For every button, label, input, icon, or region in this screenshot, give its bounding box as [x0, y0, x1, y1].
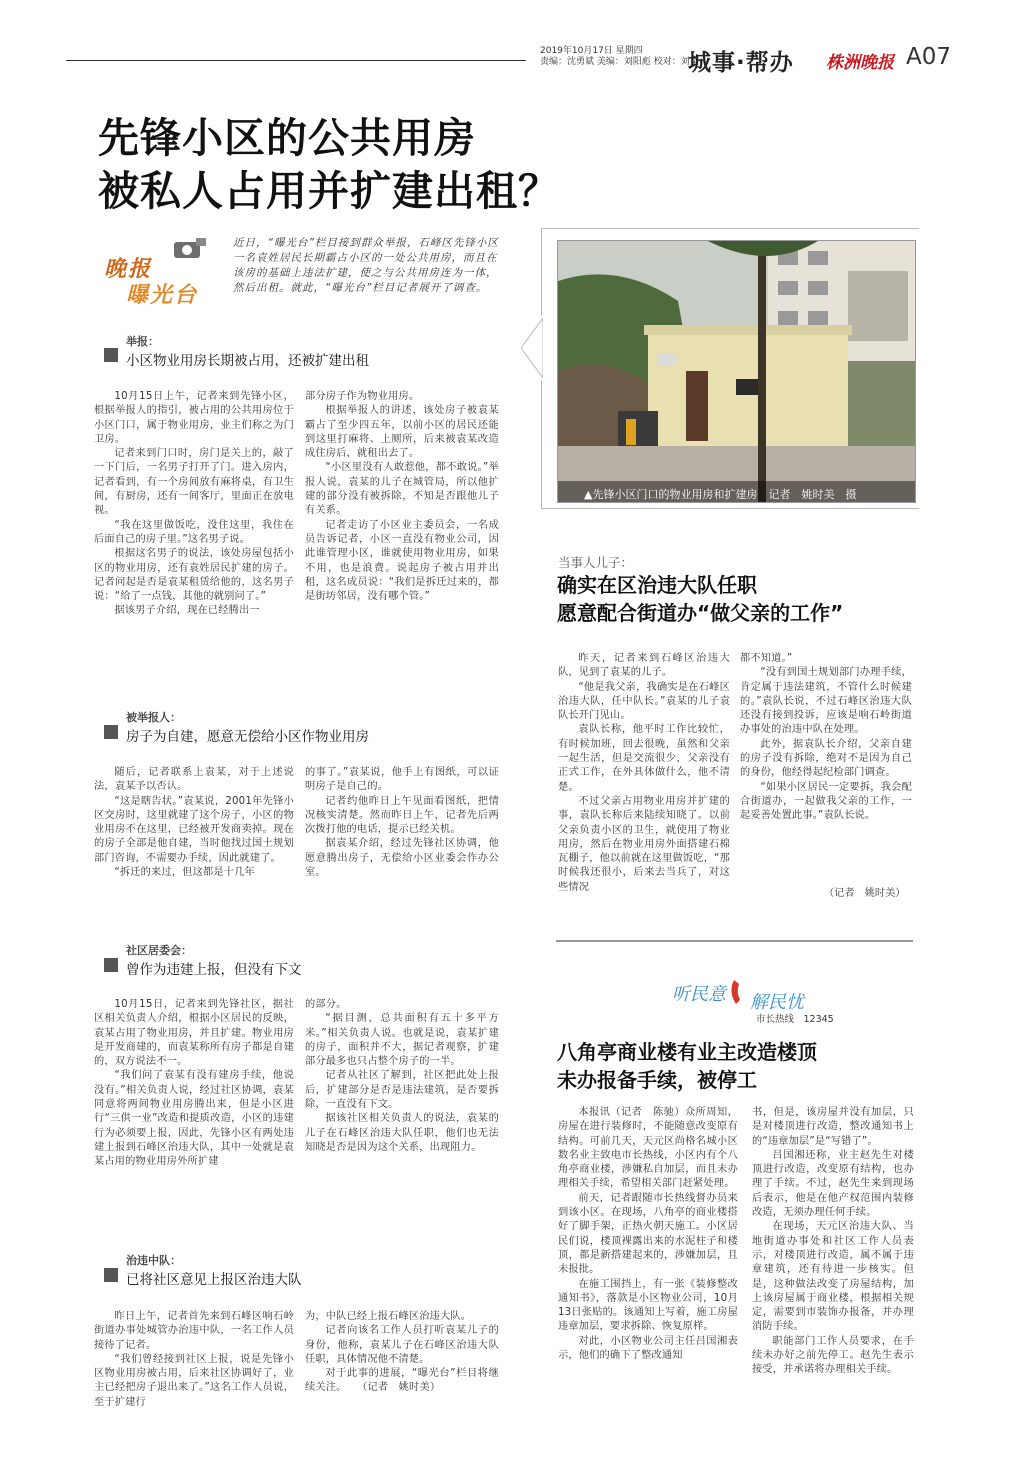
- section3-marker: [104, 958, 118, 972]
- paragraph: 根据这名男子的说法，该处房屋包括小区的物业用房，还有袁姓居民扩建的房子。记者问起是否是袁某租赁给他的，这名男子说：“给了一点钱，其他的就别问了。”: [94, 548, 294, 603]
- photo-frame-left: [541, 228, 542, 316]
- paragraph: 部分房子作为物业用房。: [305, 391, 420, 402]
- paragraph: “没有到国土规划部门办理手续，肯定属于违法建筑，不管什么时候建的。”袁队长说，不过石峰区治违大队还没有接到投诉，应该是响石岭街道办事处的治违中队在处理。: [740, 667, 912, 736]
- editor-credits: 责编：沈勇斌 美编：刘阳彪 校对：刘星: [540, 57, 699, 67]
- hotline-logo-line2: 解民忧: [750, 992, 804, 1013]
- section4-title: 已将社区意见上报区治违大队: [126, 1272, 302, 1288]
- paragraph: 都不知道。”: [740, 653, 793, 664]
- story2-byline: （记者 姚时美）: [824, 888, 906, 899]
- paragraph: 10月15日，记者来到先锋社区，据社区相关负责人介绍，根据小区居民的反映，袁某占用了物业用房，并且扩建。物业用房是开发商建的，而袁某称所有房子都是自建的，双方说法不一。: [94, 999, 294, 1068]
- section1-col1: [94, 390, 294, 619]
- paragraph: 根据举报人的讲述，该处房子被袁某霸占了至少四五年，以前小区的居民还能到这里打麻将、上厕所，后来被袁某改造成住房后，就租出去了。: [305, 405, 499, 460]
- paragraph: 的部分。: [305, 999, 347, 1010]
- section4-col2: [305, 1310, 499, 1396]
- photo-pointer: [521, 318, 543, 378]
- paragraph: 据该男子介绍，现在已经腾出一: [114, 605, 260, 617]
- photo-frame-bottom: [541, 508, 919, 509]
- story3-col1: [558, 1106, 738, 1363]
- photo-frame-top: [541, 228, 919, 229]
- paragraph: 据该社区相关负责人的说法，袁某的儿子在石峰区治违大队任职，他们也无法知晓是否是因为这个关系，出现阻力。: [305, 1113, 499, 1153]
- story2-col1: [558, 652, 730, 895]
- paragraph: “他是我父亲，我确实是在石峰区治违大队，任中队长。”袁某的儿子袁队长开门见山。: [558, 681, 730, 722]
- paragraph: 不过父亲占用物业用房并扩建的事，袁队长称后来陆续知晓了。以前父亲负责小区的卫生，就使用了物业用房，然后在物业用房外面搭建石棉瓦棚子，他以前就在这里做饭吃，“那时候我还很小，后来去当兵了，对这些情况: [558, 795, 730, 893]
- paragraph: 职能部门工作人员要求，在手续未办好之前先停工。赵先生表示接受，并承诺将办理相关手续。: [752, 1335, 914, 1376]
- story3-title-line1: 八角亭商业楼有业主改造楼顶: [557, 1040, 817, 1064]
- section2-col1: [94, 766, 294, 880]
- section2-col2: [305, 766, 499, 880]
- section3-col1: [94, 998, 294, 1170]
- paragraph: 的事了。”袁某说，他手上有图纸，可以证明房子是自己的。: [305, 767, 499, 793]
- paragraph: “我们曾经接到社区上报，说是先锋小区物业用房被占用，后来社区协调好了，业主已经把房子退出来了。”这名工作人员说，至于扩建行: [94, 1353, 294, 1408]
- exposure-column-logo: [100, 232, 228, 310]
- section4-marker: [104, 1268, 118, 1282]
- hotline-logo-line1: 听民意: [672, 984, 726, 1005]
- paragraph: 记者从社区了解到，社区把此处上报后，扩建部分是否是违法建筑，是否要拆除，一直没有下文。: [305, 1070, 499, 1111]
- story2-title-line2: 愿意配合街道办“做父亲的工作”: [557, 601, 844, 625]
- phone-icon: [728, 978, 750, 1008]
- paragraph: 随后，记者联系上袁某，对于上述说法，袁某予以否认。: [94, 767, 294, 793]
- section1-marker: [104, 348, 118, 362]
- paragraph: “据目测，总共面积有五十多平方米。”相关负责人说。也就是说，袁某扩建的房子，面积并不大，据记者观察，扩建部分最多也只占整个房子的一半。: [305, 1013, 499, 1068]
- paragraph: 对此，小区物业公司主任吕国湘表示，他们的确下了整改通知: [558, 1335, 738, 1362]
- paragraph: “我在这里做饭吃，没住这里，我住在后面自己的房子里。”这名男子说。: [94, 519, 294, 545]
- story2-title: [557, 571, 843, 627]
- paragraph: 记者向该名工作人员打听袁某儿子的身份，他称，袁某儿子在石峰区治违大队任职，具体情况他不清楚。: [305, 1325, 499, 1365]
- section2-marker: [104, 725, 118, 739]
- headline-line2: 被私人占用并扩建出租？: [98, 167, 560, 215]
- paragraph: 记者约他昨日上午见面看图纸，把情况核实清楚。然而昨日上午，记者先后两次拨打他的电话，提示已经关机。: [305, 795, 499, 836]
- camera-icon: [170, 234, 210, 264]
- page-number: A07: [906, 44, 952, 70]
- paragraph: 本报讯（记者 陈驰）众所周知，房屋在进行装修时，不能随意改变原有结构。可前几天，天元区尚格名城小区数名业主致电市长热线，小区内有个八角亭商业楼，涉嫌私自加层，而且未办理相关手续，希望相关部门赶紧处理。: [558, 1107, 738, 1190]
- logo-line1: 晚报: [104, 257, 153, 282]
- paragraph: 前天，记者跟随市长热线督办员来到该小区。在现场，八角亭的商业楼搭好了脚手架，正热火朝天施工。小区居民们说，楼顶裸露出来的水泥柱子和楼顶，都是新搭建起来的，涉嫌加层，且未报批。: [558, 1192, 738, 1276]
- section1-label: 举报：: [126, 335, 159, 348]
- section2-label: 被举报人：: [126, 711, 181, 724]
- story3-title: [557, 1038, 817, 1094]
- paragraph: 在施工围挡上，有一张《装修整改通知书》，落款是小区物业公司，10月13日张贴的。该通知上写着，施工房屋违章加层，要求拆除、恢复原样。: [558, 1278, 738, 1333]
- paragraph: 10月15日上午，记者来到先锋小区，根据举报人的指引，被占用的公共用房位于小区门口，属于物业用房，业主们称之为门卫房。: [94, 391, 294, 445]
- photo-caption: ▲先锋小区门口的物业用房和扩建房 记者 姚时美 摄: [584, 488, 857, 501]
- paragraph: 对于此事的进展，“曝光台”栏目将继续关注。 （记者 姚时美）: [305, 1368, 499, 1394]
- paragraph: 记者来到门口时，房门是关上的，敲了一下门后，一名男子打开了门。进入房内，记者看到，有一个房间放有麻将桌，有卫生间，有厨房，还有一间客厅，里面正在放电视。: [94, 448, 294, 517]
- section-name: 城事·帮办: [688, 50, 794, 76]
- section4-col1: [94, 1310, 294, 1410]
- paragraph: “小区里没有人敢惹他，都不敢说。”举报人说，袁某的儿子在城管局，所以他扩建的部分没有被拆除，不知是否跟他儿子有关系。: [305, 462, 499, 517]
- section3-label: 社区居委会：: [126, 944, 192, 957]
- paragraph: 记者走访了小区业主委员会，一名成员告诉记者，小区一直没有物业公司，因此谁管理小区，谁就使用物业用房，如果不用，也是浪费。说起房子被占用并出租，这名成员说：“我们是拆迁过来的，都是街坊邻居，没有哪个管。”: [305, 519, 499, 603]
- paragraph: 在现场，天元区治违大队、当地街道办事处和社区工作人员表示，对楼顶进行改造，属不属于违章建筑，还有待进一步核实。但是，这种做法改变了房屋结构，加上该房屋属于商业楼，根据相关规定，需要到市装饰办报备，并办理消防手续。: [752, 1221, 914, 1333]
- hotline-number: 市长热线 12345: [756, 1014, 834, 1025]
- story3-col2: [752, 1106, 914, 1378]
- paragraph: 吕国湘还称，业主赵先生对楼顶进行改造，改变原有结构，也办理了手续。不过，赵先生来到现场后表示，他是在他产权范围内装修改造，无须办理任何手续。: [752, 1149, 914, 1219]
- paragraph: 昨日上午，记者首先来到石峰区响石岭街道办事处城管办治违中队，一名工作人员接待了记者。: [94, 1311, 294, 1351]
- story2-col2: [740, 652, 912, 824]
- paragraph: 据袁某介绍，经过先锋社区协调，他愿意腾出房子，无偿给小区业委会作办公室。: [305, 838, 499, 879]
- paragraph: “这是瞎告状。”袁某说，2001年先锋小区交房时，这里就建了这个房子，小区的物业用房不在这里，已经被开发商卖掉。现在的房子全部是他自建，当时他找过国土规划部门咨询，不需要办手续，因此就建了。: [94, 795, 294, 864]
- paragraph: 此外，据袁队长介绍，父亲自建的房子没有拆除，绝对不是因为自己的身份，他经得起纪检部门调查。: [740, 738, 912, 779]
- paragraph: “拆迁的来过，但这都是十几年: [114, 867, 255, 879]
- paragraph: “我们问了袁某有没有建房手续，他说没有。”相关负责人说，经过社区协调，袁某同意将两间物业用房腾出来，但是小区进行“三供一业”改造和提质改造，小区的违建行为必须要上报，因此，先锋小区有两处违建上报到石峰区治违大队，其中一处就是袁某占用的物业用房外所扩建: [94, 1070, 294, 1168]
- section3-title: 曾作为违建上报，但没有下文: [126, 962, 302, 978]
- paragraph: 袁队长称，他平时工作比较忙，有时候加班，回去很晚，虽然和父亲一起生活，但是交流很少，父亲没有正式工作，在外具体做什么，他不清楚。: [558, 724, 730, 793]
- section1-col2: [305, 390, 499, 604]
- news-photo: [557, 240, 916, 503]
- logo-line2: 曝光台: [126, 283, 199, 308]
- section2-title: 房子为自建，愿意无偿给小区作物业用房: [126, 729, 369, 745]
- paragraph: 为，中队已经上报石峰区治违大队。: [305, 1311, 472, 1322]
- story2-title-line1: 确实在区治违大队任职: [557, 573, 757, 597]
- header-meta: [540, 46, 699, 68]
- main-headline: [98, 112, 560, 218]
- paragraph: “如果小区居民一定要拆，我会配合街道办，一起做我父亲的工作，一起妥善处置此事。”袁队长说。: [740, 781, 912, 822]
- intro-paragraph: 近日，“曝光台”栏目接到群众举报，石峰区先锋小区一名袁姓居民长期霸占小区的一处公共用房，而且在该房的基础上违法扩建，使之与公共用房连为一体，然后出租。就此，“曝光台”栏目记者展开了调查。: [233, 237, 499, 294]
- section3-col2: [305, 998, 499, 1155]
- story-divider: [556, 940, 913, 942]
- header-rule: [66, 60, 526, 61]
- newspaper-logo: 株洲晚报: [826, 53, 894, 73]
- paragraph: 昨天，记者来到石峰区治违大队，见到了袁某的儿子。: [558, 653, 730, 679]
- story2-label: 当事人儿子：: [558, 555, 634, 570]
- building-photo-illustration: [558, 241, 916, 503]
- section4-label: 治违中队：: [126, 1254, 181, 1267]
- paragraph: 书，但是，该房屋并没有加层，只是对楼顶进行改造，整改通知书上的“违章加层”是“写错了”。: [752, 1107, 914, 1147]
- headline-line1: 先锋小区的公共用房: [98, 114, 476, 162]
- story3-title-line2: 未办报备手续，被停工: [557, 1068, 757, 1092]
- issue-date: 2019年10月17日 星期四: [540, 46, 643, 56]
- section1-title: 小区物业用房长期被占用，还被扩建出租: [126, 353, 369, 369]
- photo-frame-left-lower: [541, 380, 542, 508]
